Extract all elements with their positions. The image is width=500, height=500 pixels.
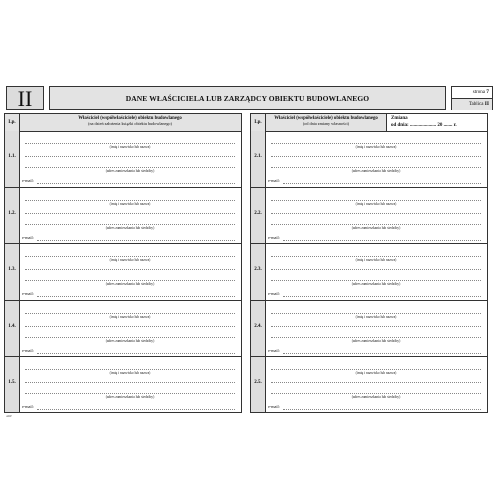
change-date-header <box>386 114 487 131</box>
name-caption: (imię i nazwisko lub nazwa) <box>355 145 397 149</box>
name-field[interactable] <box>271 200 481 201</box>
change-date-field[interactable]: od dnia: ..................... 20 ....... r. <box>391 123 457 128</box>
owner-header-subtitle: (na dzień założenia książki obiektu budowlanego) <box>88 121 172 126</box>
table-row <box>5 131 241 188</box>
table-row <box>5 357 241 414</box>
address-field-line-1[interactable] <box>25 156 235 157</box>
table-row <box>251 301 487 358</box>
address-caption: (adres zamieszkania lub siedziby) <box>351 395 401 400</box>
email-field[interactable] <box>37 409 235 410</box>
email-field[interactable] <box>37 183 235 184</box>
address-field-line-2[interactable] <box>271 337 481 338</box>
page-label: strona <box>472 90 485 95</box>
name-field[interactable] <box>25 143 235 144</box>
address-caption: (adres zamieszkania lub siedziby) <box>351 338 401 343</box>
address-field-line-1[interactable] <box>271 269 481 270</box>
row-number: 2.3. <box>254 267 262 273</box>
address-caption: (adres zamieszkania lub siedziby) <box>105 395 155 400</box>
name-caption: (imię i nazwisko lub nazwa) <box>109 314 151 319</box>
name-field[interactable] <box>25 313 235 314</box>
page-number-row <box>452 87 492 99</box>
lp-header: Lp. <box>251 114 266 131</box>
name-field[interactable] <box>25 369 235 370</box>
table-label: Tablica <box>468 102 484 107</box>
table-row <box>5 301 241 358</box>
address-field-line-2[interactable] <box>25 224 235 225</box>
owner-header-subtitle: (od dnia zmiany własności) <box>302 121 350 126</box>
table-row <box>251 244 487 301</box>
name-caption: (imię i nazwisko lub nazwa) <box>109 371 151 376</box>
row-number: 1.2. <box>8 210 16 216</box>
address-field-line-1[interactable] <box>271 382 481 383</box>
table-number: II <box>484 101 489 107</box>
email-field[interactable] <box>37 296 235 297</box>
name-caption: (imię i nazwisko lub nazwa) <box>355 314 397 319</box>
row-number: 1.5. <box>8 380 16 386</box>
email-label: e-mail: <box>268 347 280 353</box>
lp-header: Lp. <box>5 114 20 131</box>
address-field-line-1[interactable] <box>25 382 235 383</box>
address-caption: (adres zamieszkania lub siedziby) <box>105 169 155 173</box>
email-field[interactable] <box>283 240 481 241</box>
name-caption: (imię i nazwisko lub nazwa) <box>109 201 151 206</box>
table-row <box>5 244 241 301</box>
name-caption: (imię i nazwisko lub nazwa) <box>355 371 397 376</box>
email-field[interactable] <box>283 296 481 297</box>
name-field[interactable] <box>25 200 235 201</box>
address-field-line-1[interactable] <box>271 213 481 214</box>
address-field-line-2[interactable] <box>271 393 481 394</box>
address-field-line-2[interactable] <box>25 393 235 394</box>
table-header <box>251 114 487 132</box>
email-field[interactable] <box>283 183 481 184</box>
email-field[interactable] <box>37 240 235 241</box>
address-field-line-2[interactable] <box>25 280 235 281</box>
row-number: 1.1. <box>8 154 16 159</box>
address-field-line-2[interactable] <box>271 167 481 168</box>
address-field-line-1[interactable] <box>25 326 235 327</box>
row-number: 1.4. <box>8 323 16 329</box>
table-row <box>251 357 487 414</box>
email-label: e-mail: <box>268 178 280 183</box>
address-field-line-2[interactable] <box>25 167 235 168</box>
page-info-box <box>451 86 493 110</box>
changed-owners-table <box>250 113 488 413</box>
email-label: e-mail: <box>268 404 280 410</box>
email-label: e-mail: <box>22 234 34 240</box>
change-label: Zmiana <box>391 116 408 121</box>
address-field-line-2[interactable] <box>271 224 481 225</box>
owner-header <box>19 114 241 131</box>
email-label: e-mail: <box>22 291 34 297</box>
address-caption: (adres zamieszkania lub siedziby) <box>105 282 155 287</box>
table-row <box>5 188 241 245</box>
owner-header <box>265 114 387 131</box>
section-number: II <box>6 86 44 110</box>
email-label: e-mail: <box>22 404 34 410</box>
email-field[interactable] <box>283 409 481 410</box>
email-label: e-mail: <box>268 291 280 297</box>
form-code: ARP <box>6 414 12 418</box>
row-number: 2.2. <box>254 210 262 216</box>
section-title: DANE WŁAŚCICIELA LUB ZARZĄDCY OBIEKTU BUDOWLANEGO <box>49 86 446 110</box>
name-caption: (imię i nazwisko lub nazwa) <box>109 258 151 263</box>
email-field[interactable] <box>283 353 481 354</box>
email-field[interactable] <box>37 353 235 354</box>
address-field-line-2[interactable] <box>271 280 481 281</box>
table-header <box>5 114 241 132</box>
name-field[interactable] <box>271 143 481 144</box>
name-field[interactable] <box>25 256 235 257</box>
address-caption: (adres zamieszkania lub siedziby) <box>351 225 401 230</box>
address-field-line-1[interactable] <box>25 269 235 270</box>
email-label: e-mail: <box>268 234 280 240</box>
initial-owners-table <box>4 113 242 413</box>
name-field[interactable] <box>271 256 481 257</box>
table-row <box>251 131 487 188</box>
address-caption: (adres zamieszkania lub siedziby) <box>105 225 155 230</box>
table-row <box>251 188 487 245</box>
name-field[interactable] <box>271 369 481 370</box>
name-caption: (imię i nazwisko lub nazwa) <box>355 201 397 206</box>
address-caption: (adres zamieszkania lub siedziby) <box>351 169 401 173</box>
email-label: e-mail: <box>22 178 34 183</box>
row-number: 2.4. <box>254 323 262 329</box>
address-field-line-1[interactable] <box>271 156 481 157</box>
table-id-row <box>452 99 492 110</box>
name-caption: (imię i nazwisko lub nazwa) <box>109 145 151 149</box>
row-number: 2.1. <box>254 154 262 159</box>
address-field-line-1[interactable] <box>271 326 481 327</box>
address-field-line-2[interactable] <box>25 337 235 338</box>
owner-header-title: Właściciel (współwłaściciele) obiektu budowlanego <box>274 116 378 121</box>
address-caption: (adres zamieszkania lub siedziby) <box>105 338 155 343</box>
page-number: 7 <box>486 89 489 95</box>
address-caption: (adres zamieszkania lub siedziby) <box>351 282 401 287</box>
email-label: e-mail: <box>22 347 34 353</box>
row-number: 1.3. <box>8 267 16 273</box>
name-caption: (imię i nazwisko lub nazwa) <box>355 258 397 263</box>
address-field-line-1[interactable] <box>25 213 235 214</box>
owner-header-title: Właściciel (współwłaściciele) obiektu budowlanego <box>78 116 182 121</box>
row-number: 2.5. <box>254 380 262 386</box>
name-field[interactable] <box>271 313 481 314</box>
